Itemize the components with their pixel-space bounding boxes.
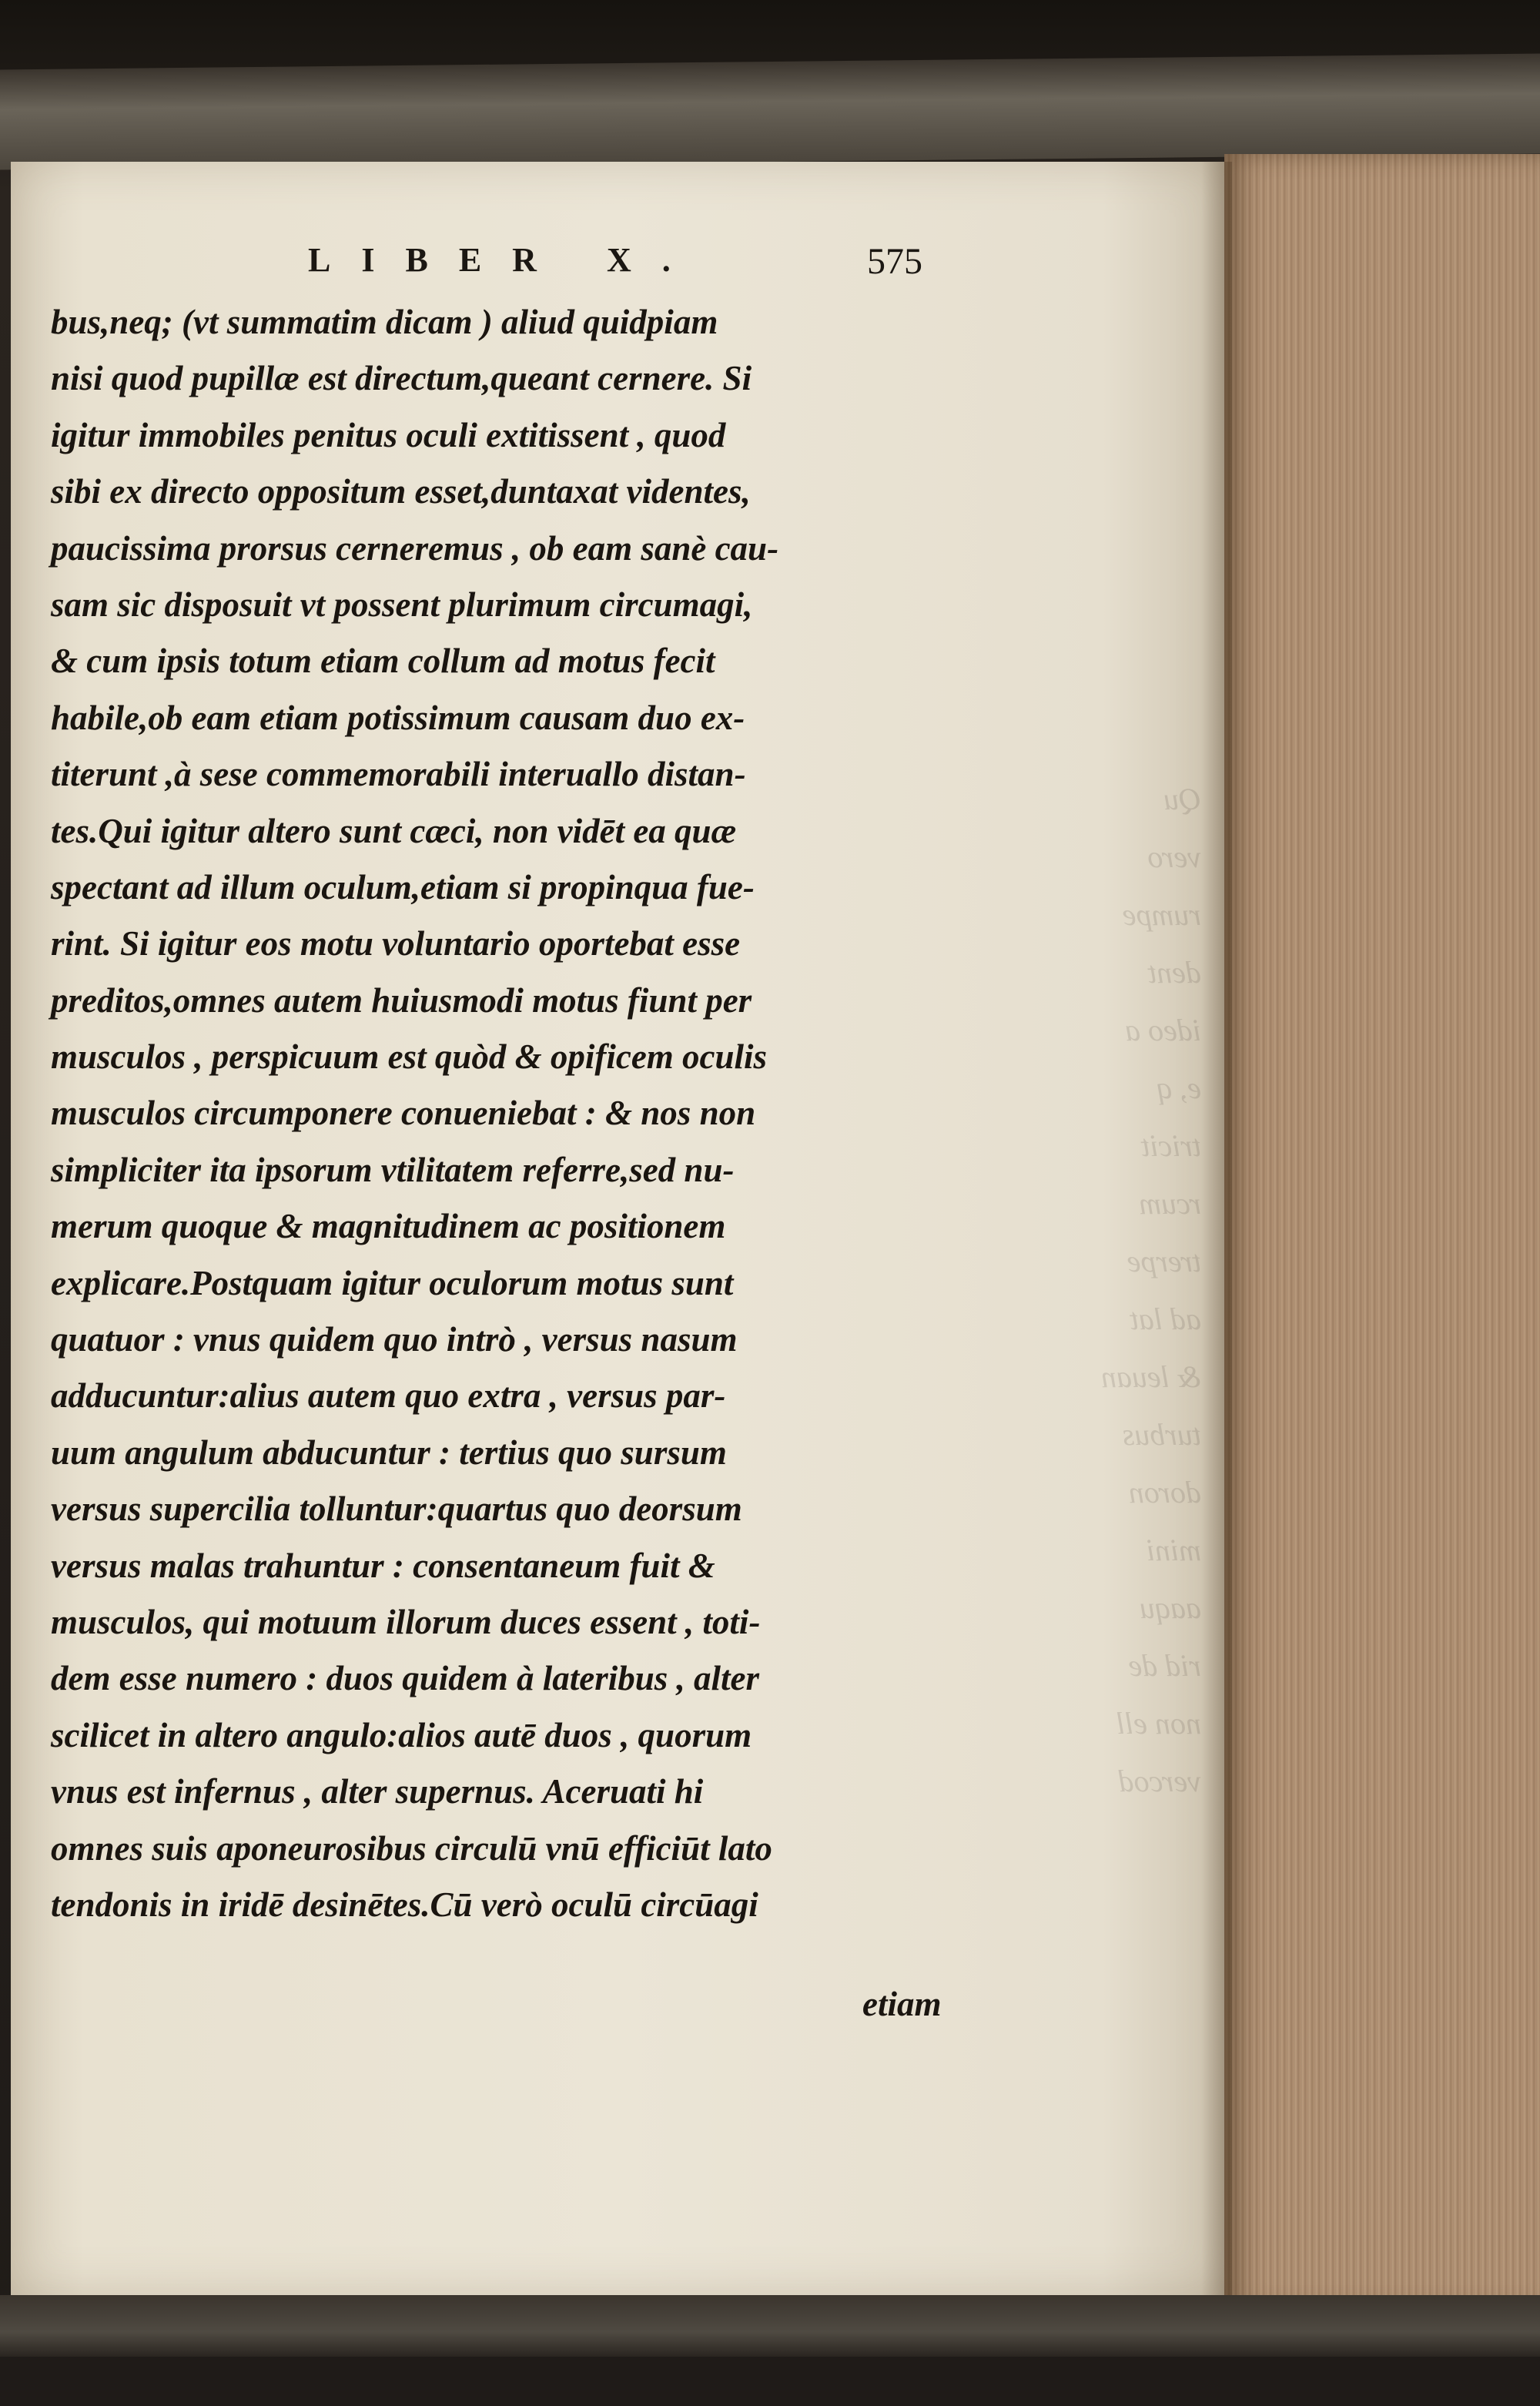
bleed-line: e, q [1157,1071,1201,1105]
bleed-line: Qu [1163,782,1201,816]
text-line: uum angulum abducuntur : tertius quo sursum [51,1433,727,1472]
bleed-line: turbus [1122,1417,1201,1452]
fore-edge-of-book [1224,154,1540,2310]
text-line: tendonis in iridē desinētes.Cū verò oculū circūagi [51,1885,758,1924]
text-line: rint. Si igitur eos motu voluntario oportebat esse [51,924,741,963]
bleed-line: tricit [1141,1128,1201,1163]
text-line: merum quoque & magnitudinem ac positionem [51,1207,726,1246]
text-line: musculos , perspicuum est quòd & opificem oculis [51,1037,768,1077]
text-line: omnes suis aponeurosibus circulū vnū efficiūt lato [51,1828,772,1868]
text-line: sam sic disposuit vt possent plurimum circumagi, [51,585,753,624]
bleed-line: mini [1146,1533,1201,1567]
running-title: LIBER X. [308,241,701,279]
text-line: vnus est infernus , alter supernus. Aceruati hi [51,1772,704,1811]
text-line: bus,neq; (vt summatim dicam ) aliud quidpiam [51,303,718,341]
text-line: preditos,omnes autem huiusmodi motus fiunt per [51,980,752,1020]
text-line: nisi quod pupillæ est directum,queant cernere. Si [51,359,752,398]
text-line: spectant ad illum oculum,etiam si propinqua fue- [51,867,755,906]
text-line: quatuor : vnus quidem quo intrò , versus nasum [51,1320,738,1359]
bleed-line: doron [1128,1475,1201,1510]
bleed-line: dent [1148,955,1201,990]
bleed-line: rumpe [1122,897,1201,932]
bleed-line: ad lat [1130,1302,1201,1336]
text-line: igitur immobiles penitus oculi extitissent , quod [51,415,726,454]
binding-board-bottom [0,2295,1540,2357]
text-line: sibi ex directo oppositum esset,duntaxat videntes, [51,472,751,511]
bleed-line: rid de [1128,1648,1201,1683]
text-line: adducuntur:alius autem quo extra , versus par- [51,1376,726,1416]
catchword: etiam [862,1985,942,2023]
text-line: versus malas trahuntur : consentaneum fuit & [51,1546,715,1585]
page-number: 575 [867,241,922,282]
text-line: dem esse numero : duos quidem à lateribus , alter [51,1659,760,1698]
bleed-line: aaqu [1140,1590,1201,1625]
bleed-line: ideo a [1125,1013,1201,1047]
bleed-line: rcum [1139,1186,1201,1221]
text-line: musculos circumponere conueniebat : & nos non [51,1094,756,1133]
bleed-line: vero [1147,839,1201,874]
text-line: simpliciter ita ipsorum vtilitatem referre,sed nu- [51,1150,735,1189]
text-line: tes.Qui igitur altero sunt cæci, non vidēt ea quæ [51,811,737,850]
page-shadow [1201,162,1232,2295]
text-line: scilicet in altero angulo:alios autē duos , quorum [51,1715,752,1754]
text-line: versus supercilia tolluntur:quartus quo deorsum [51,1490,742,1529]
text-line: habile,ob eam etiam potissimum causam duo ex- [51,698,745,737]
text-line: explicare.Postquam igitur oculorum motus sunt [51,1263,734,1302]
bleed-line: vercod [1118,1764,1201,1798]
binding-board-top [0,54,1540,170]
bleed-line: trerpe [1127,1244,1201,1278]
text-line: titerunt ,à sese commemorabili interuallo distan- [51,755,746,794]
text-line: & cum ipsis totum etiam collum ad motus fecit [51,642,715,681]
body-text [51,294,1006,1933]
text-line: paucissima prorsus cerneremus , ob eam sanè cau- [51,528,779,568]
bleed-line: & leuan [1101,1359,1201,1394]
text-line: musculos, qui motuum illorum duces essent , toti- [51,1602,761,1641]
bleed-line: non ell [1116,1706,1201,1741]
